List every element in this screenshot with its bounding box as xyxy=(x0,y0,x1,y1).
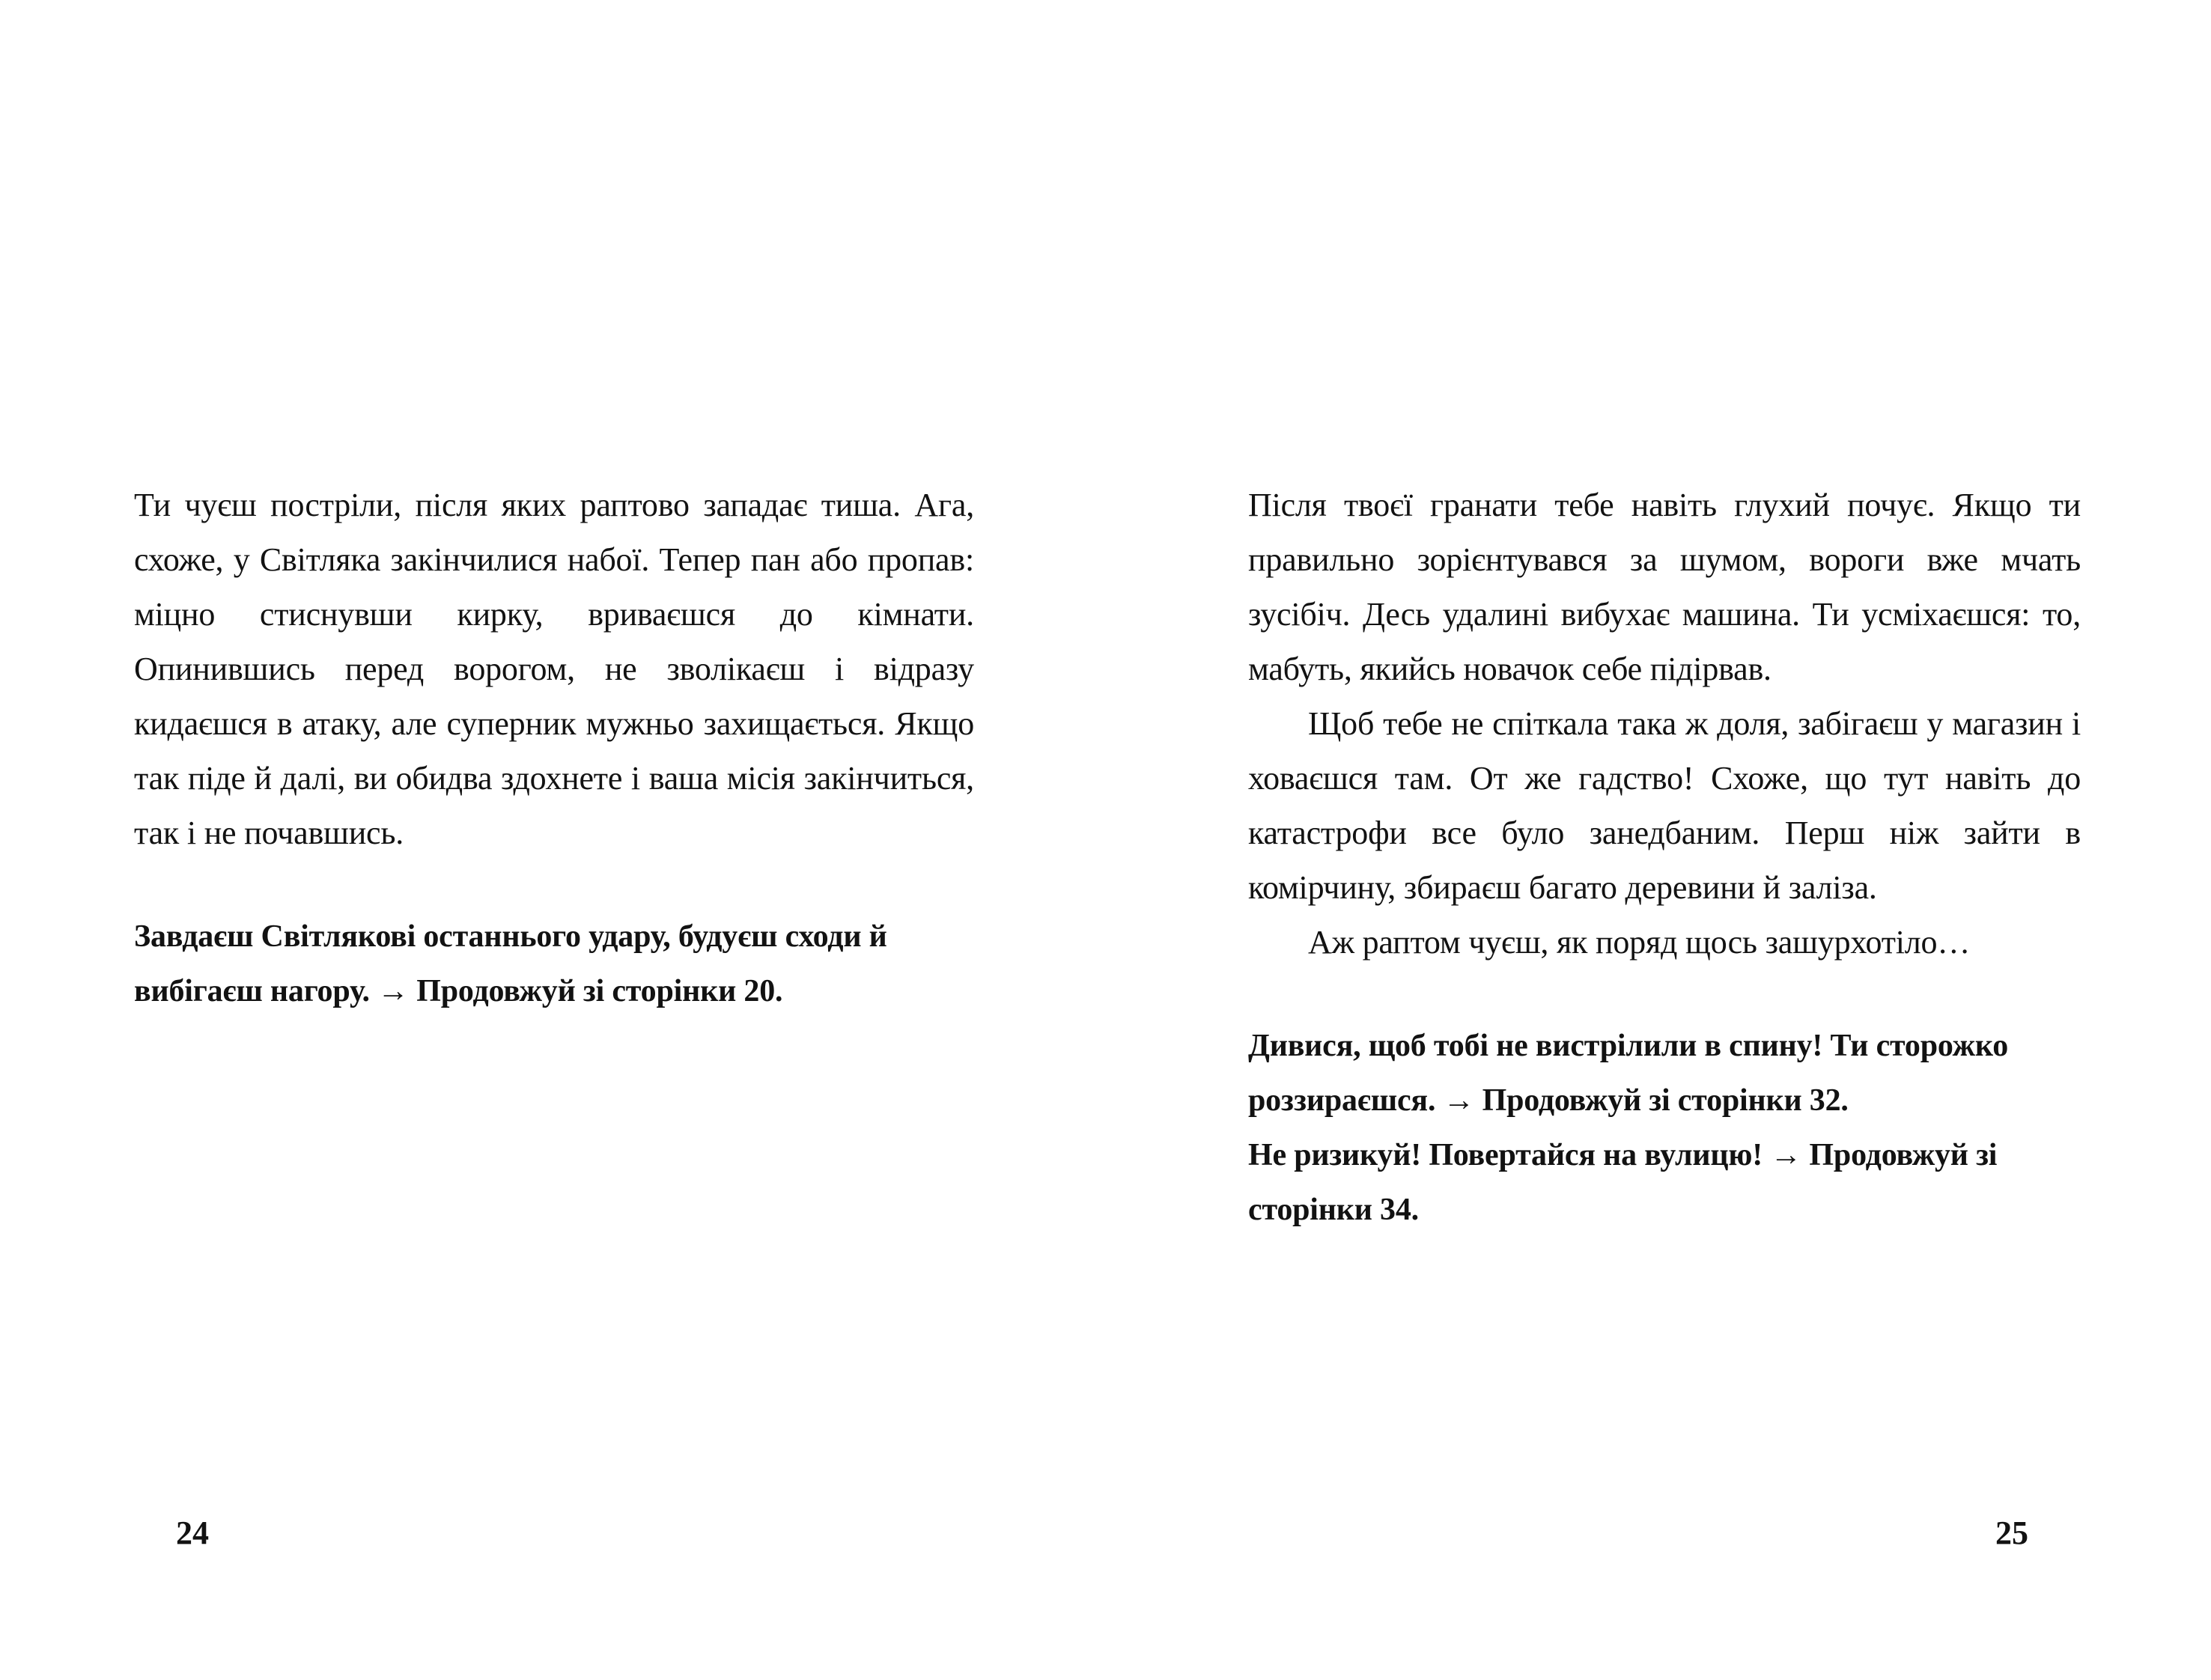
choice-paragraph: Не ризикуй! Повертайся на вулицю! → Продовжуй зі сторінки 34. xyxy=(1248,1138,1998,1227)
left-choices xyxy=(134,910,974,1019)
right-choices xyxy=(1248,1019,2081,1238)
right-story-text xyxy=(1248,478,2081,970)
page-number-left: 24 xyxy=(176,1515,209,1551)
choice-paragraph: Дивися, щоб тобі не вистрілили в спину! Ти сторожко роззираєшся. → Продовжуй зі сторінки 32. xyxy=(1248,1029,2009,1118)
page-left xyxy=(134,478,974,1019)
story-paragraph: Щоб тебе не спіткала така ж доля, забігаєш у магазин і ховаєшся там. От же гадство! Схоже, що тут навіть до катастрофи все було занедбаним. Перш ніж зайти в комірчину, збираєш багато деревини й заліза. xyxy=(1248,705,2081,906)
story-paragraph: Ти чуєш постріли, після яких раптово западає тиша. Ага, схоже, у Світляка закінчилися набої. Тепер пан або пропав: міцно стиснувши кирку, вриваєшся до кімнати. Опинившись перед ворогом, не зволікаєш і відразу кидаєшся в атаку, але суперник мужньо захищається. Якщо так піде й далі, ви обидва здохнете і ваша місія закінчиться, так і не почавшись. xyxy=(134,487,974,851)
story-paragraph: Після твоєї гранати тебе навіть глухий почує. Якщо ти правильно зорієнтувався за шумом, вороги вже мчать зусібіч. Десь удалині вибухає машина. Ти усміхаєшся: то, мабуть, якийсь новачок себе підірвав. xyxy=(1248,487,2081,687)
story-paragraph: Аж раптом чуєш, як поряд щось зашурхотіло… xyxy=(1308,924,1971,961)
page-right xyxy=(1248,478,2081,1238)
page-number-right: 25 xyxy=(1995,1515,2028,1551)
left-story-text xyxy=(134,478,974,860)
choice-paragraph: Завдаєш Світлякові останнього удару, будуєш сходи й вибігаєш нагору. → Продовжуй зі сторінки 20. xyxy=(134,919,887,1008)
